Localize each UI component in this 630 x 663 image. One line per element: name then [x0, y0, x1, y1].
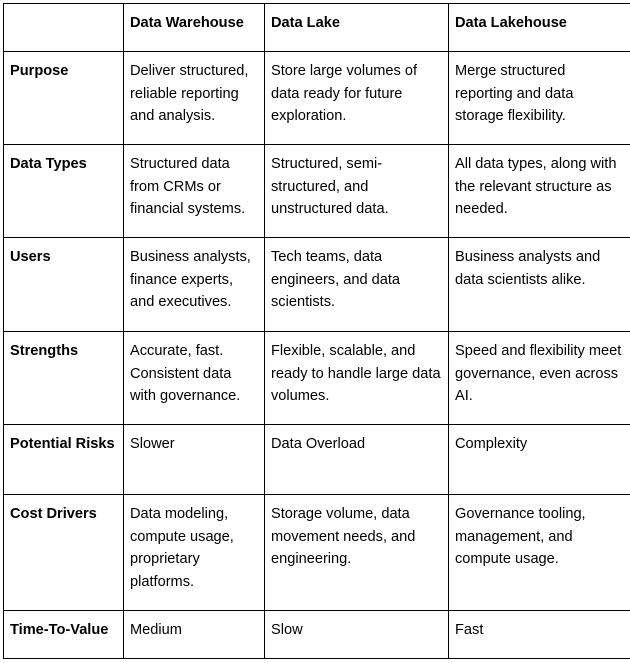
table-cell: Governance tooling, management, and compute usage.	[449, 495, 630, 611]
table-cell: Slow	[265, 611, 449, 659]
table-cell: Merge structured reporting and data storage flexibility.	[449, 52, 630, 145]
table-row-data-types	[4, 145, 630, 238]
row-header-users: Users	[4, 238, 124, 332]
row-header-cost-drivers: Cost Drivers	[4, 495, 124, 611]
row-header-potential-risks: Potential Risks	[4, 425, 124, 495]
table-cell: Speed and flexibility meet governance, even across AI.	[449, 332, 630, 425]
column-header-data-warehouse: Data Warehouse	[124, 4, 265, 52]
table-cell: Business analysts and data scientists alike.	[449, 238, 630, 332]
table-cell: Data modeling, compute usage, proprietary platforms.	[124, 495, 265, 611]
row-header-strengths: Strengths	[4, 332, 124, 425]
table-cell: Business analysts, finance experts, and executives.	[124, 238, 265, 332]
table-row-potential-risks	[4, 425, 630, 495]
table-cell: Slower	[124, 425, 265, 495]
table-cell: Deliver structured, reliable reporting and analysis.	[124, 52, 265, 145]
table-header-row	[4, 4, 630, 52]
table-cell: Medium	[124, 611, 265, 659]
column-header-data-lakehouse: Data Lakehouse	[449, 4, 630, 52]
table-row-purpose	[4, 52, 630, 145]
table-cell: Complexity	[449, 425, 630, 495]
table-cell: Data Overload	[265, 425, 449, 495]
table-row-cost-drivers	[4, 495, 630, 611]
table-row-users	[4, 238, 630, 332]
table-cell: Storage volume, data movement needs, and engineering.	[265, 495, 449, 611]
table-cell: Fast	[449, 611, 630, 659]
table-cell: All data types, along with the relevant structure as needed.	[449, 145, 630, 238]
table-cell: Structured data from CRMs or financial systems.	[124, 145, 265, 238]
table-row-strengths	[4, 332, 630, 425]
header-corner-cell	[4, 4, 124, 52]
table-row-time-to-value	[4, 611, 630, 659]
column-header-data-lake: Data Lake	[265, 4, 449, 52]
comparison-table	[3, 3, 630, 659]
table-cell: Flexible, scalable, and ready to handle large data volumes.	[265, 332, 449, 425]
table-cell: Store large volumes of data ready for future exploration.	[265, 52, 449, 145]
row-header-purpose: Purpose	[4, 52, 124, 145]
row-header-time-to-value: Time-To-Value	[4, 611, 124, 659]
table-cell: Tech teams, data engineers, and data scientists.	[265, 238, 449, 332]
table-cell: Accurate, fast. Consistent data with governance.	[124, 332, 265, 425]
row-header-data-types: Data Types	[4, 145, 124, 238]
table-cell: Structured, semi-structured, and unstructured data.	[265, 145, 449, 238]
